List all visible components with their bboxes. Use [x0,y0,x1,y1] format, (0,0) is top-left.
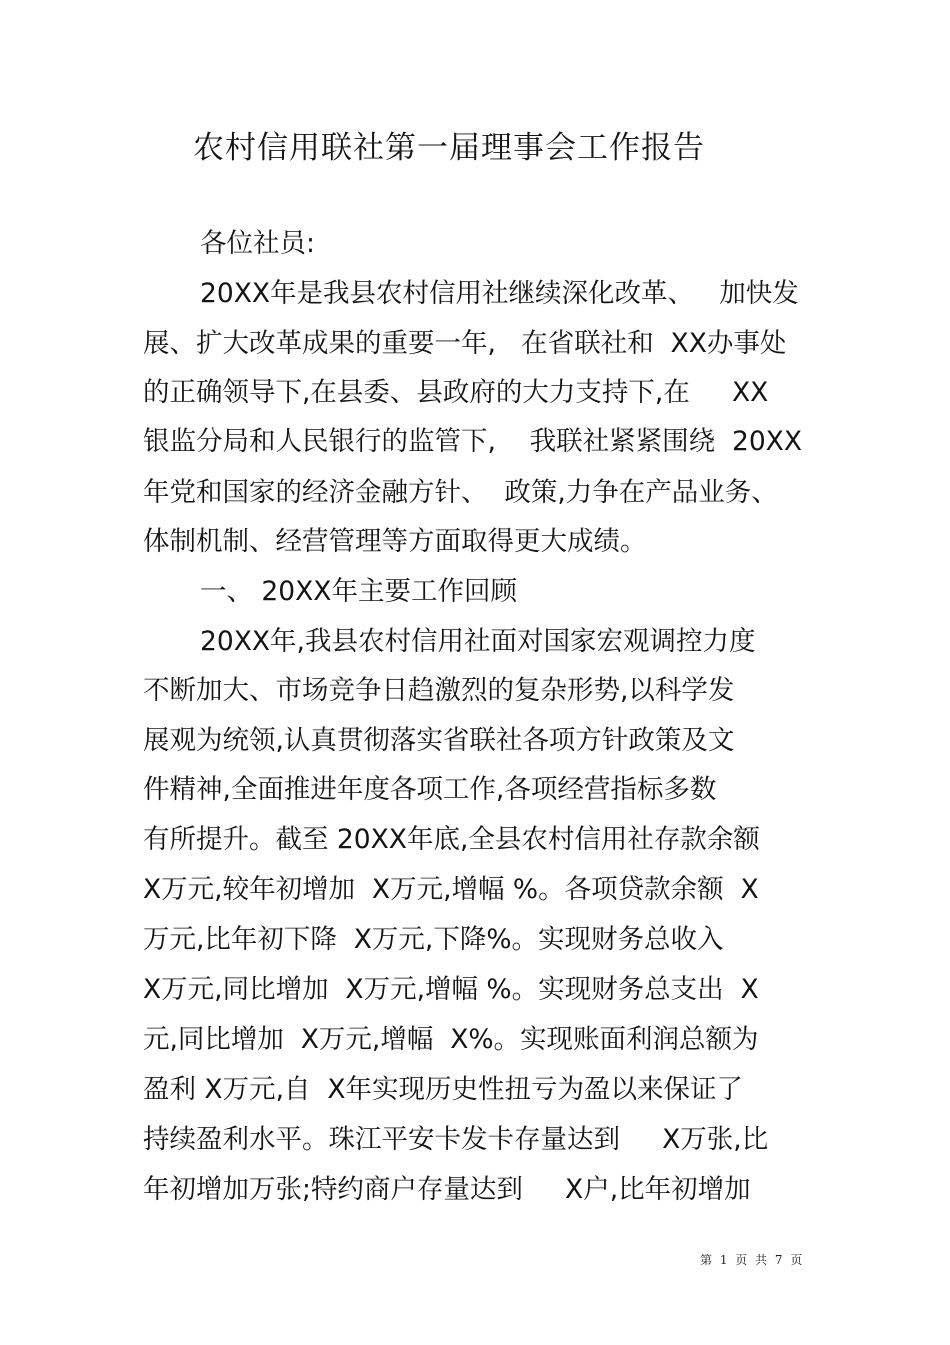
paragraph-line: 20XX年,我县农村信用社面对国家宏观调控力度 [200,626,756,657]
paragraph-line: X万元,较年初增加 X万元,增幅 %。各项贷款余额 X [143,874,759,905]
paragraph-line: 有所提升。截至 20XX年底,全县农村信用社存款余额 [143,824,760,855]
paragraph-line: 持续盈利水平。珠江平安卡发卡存量达到 X万张,比 [143,1124,769,1155]
document-title: 农村信用联社第一届理事会工作报告 [193,130,705,166]
section-heading: 一、 20XX年主要工作回顾 [200,576,517,607]
paragraph-line: 的正确领导下,在县委、县政府的大力支持下,在 XX [143,377,769,408]
paragraph-line: 银监分局和人民银行的监管下, 我联社紧紧围绕 20XX [143,426,802,457]
paragraph-line: 盈利 X万元,自 X年实现历史性扭亏为盈以来保证了 [143,1074,744,1105]
paragraph-line: X万元,同比增加 X万元,增幅 %。实现财务总支出 X [143,974,759,1005]
paragraph-line: 年党和国家的经济金融方针、 政策,力争在产品业务、 [143,477,778,508]
paragraph-line: 年初增加万张;特约商户存量达到 X户,比年初增加 [143,1174,751,1205]
paragraph-line: 万元,比年初下降 X万元,下降%。实现财务总收入 [143,924,724,955]
salutation: 各位社员: [200,228,315,259]
paragraph-line: 展观为统领,认真贯彻落实省联社各项方针政策及文 [143,725,735,756]
paragraph-line: 20XX年是我县农村信用社继续深化改革、 加快发 [200,278,799,309]
paragraph-line: 展、扩大改革成果的重要一年, 在省联社和 XX办事处 [143,328,787,359]
paragraph-line: 元,同比增加 X万元,增幅 X%。实现账面利润总额为 [143,1024,759,1055]
paragraph-line: 体制机制、经营管理等方面取得更大成绩。 [143,526,647,557]
page-number-footer: 第 1 页 共 7 页 [700,1253,805,1267]
paragraph-line: 不断加大、市场竞争日趋激烈的复杂形势,以科学发 [143,675,735,706]
paragraph-line: 件精神,全面推进年度各项工作,各项经营指标多数 [143,774,717,805]
